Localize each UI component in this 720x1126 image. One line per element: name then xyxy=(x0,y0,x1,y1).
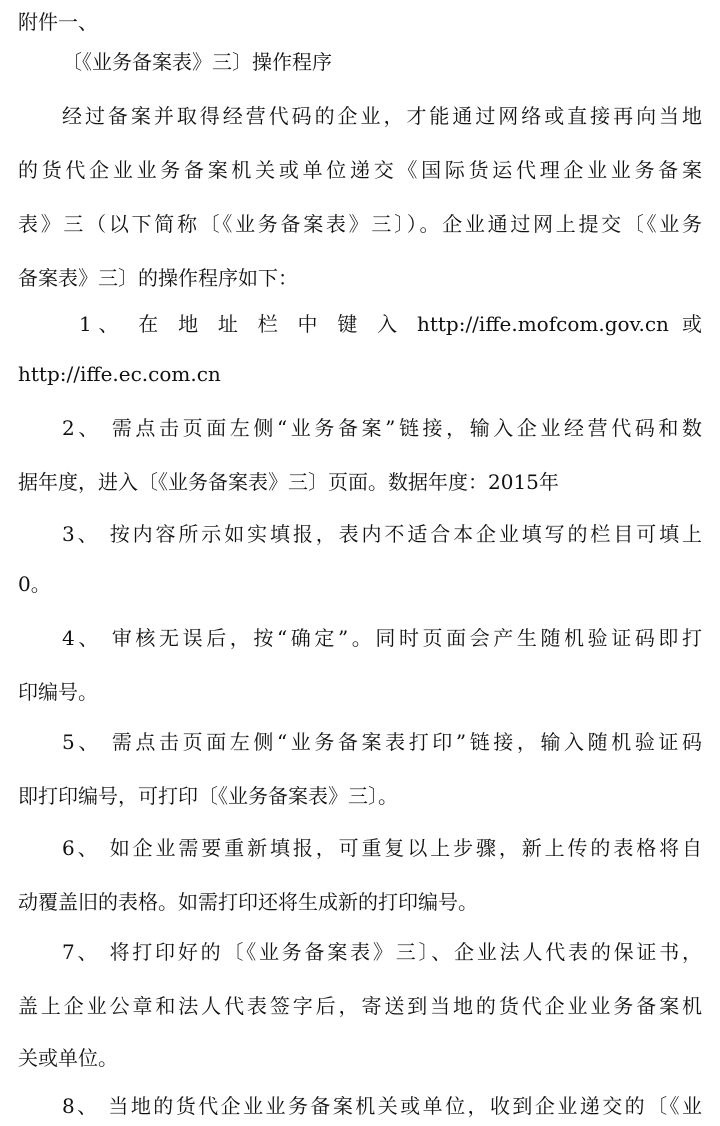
step-8-line-1: 8、 当地的货代企业业务备案机关或单位，收到企业递交的〔《业 xyxy=(62,1094,702,1118)
intro-line-2: 的货代企业业务备案机关或单位递交《国际货运代理企业业务备案 xyxy=(18,158,702,182)
step-7-line-2: 盖上企业公章和法人代表签字后，寄送到当地的货代企业业务备案机 xyxy=(18,994,702,1018)
step-3-line-1: 3、 按内容所示如实填报，表内不适合本企业填写的栏目可填上 xyxy=(62,522,702,546)
step-1-line-2: http://iffe.ec.com.cn xyxy=(18,362,221,386)
step-5-line-2: 即打印编号，可打印〔《业务备案表》三〕。 xyxy=(18,784,398,808)
step-4-line-2: 印编号。 xyxy=(18,680,98,704)
step-4-line-1: 4、 审核无误后，按“确定”。同时页面会产生随机验证码即打 xyxy=(62,626,702,650)
step-2-line-1: 2、 需点击页面左侧“业务备案”链接，输入企业经营代码和数 xyxy=(62,416,702,440)
step-3-line-2: 0。 xyxy=(18,572,51,596)
step-1-line-1: 1、 在 地 址 栏 中 键 入 http://iffe.mofcom.gov.cn 或 xyxy=(79,312,702,336)
attachment-title: 附件一、 xyxy=(18,10,98,34)
intro-line-1: 经过备案并取得经营代码的企业，才能通过网络或直接再向当地 xyxy=(62,104,702,128)
intro-line-3: 表》三（以下简称〔《业务备案表》三〕）。企业通过网上提交〔《业务 xyxy=(18,212,702,236)
step-6-line-1: 6、 如企业需要重新填报，可重复以上步骤，新上传的表格将自 xyxy=(62,836,702,860)
step-7-line-1: 7、 将打印好的〔《业务备案表》三〕、企业法人代表的保证书， xyxy=(62,940,702,964)
step-5-line-1: 5、 需点击页面左侧“业务备案表打印”链接，输入随机验证码 xyxy=(62,730,702,754)
step-6-line-2: 动覆盖旧的表格。如需打印还将生成新的打印编号。 xyxy=(18,890,478,914)
section-title: 〔《业务备案表》三〕操作程序 xyxy=(62,50,332,74)
step-7-line-3: 关或单位。 xyxy=(18,1046,118,1070)
intro-line-4: 备案表》三〕的操作程序如下： xyxy=(18,266,298,290)
step-2-line-2: 据年度，进入〔《业务备案表》三〕页面。数据年度：2015年 xyxy=(18,470,559,494)
